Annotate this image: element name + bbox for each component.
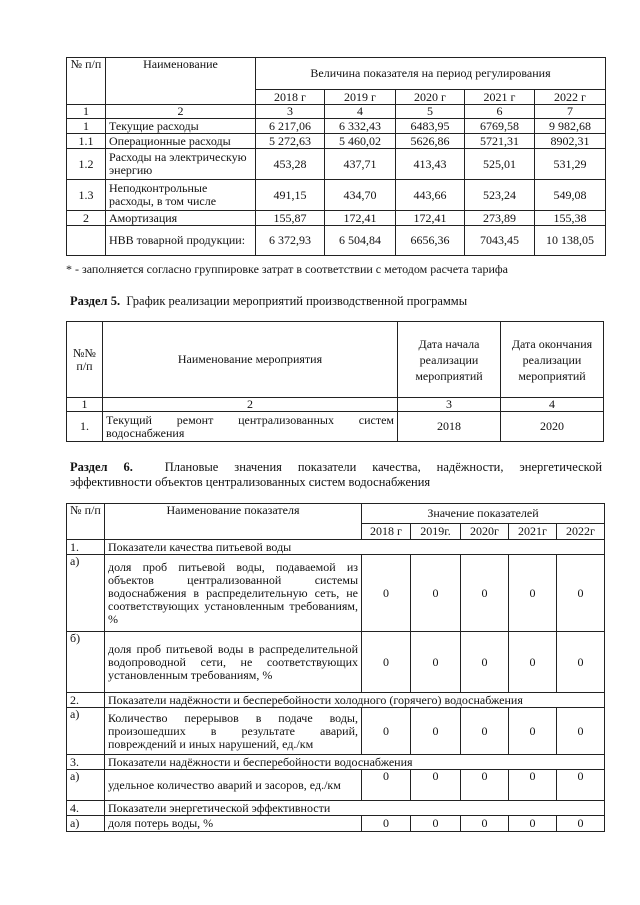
row-end: 2020 [501, 412, 604, 442]
table-row [67, 119, 606, 134]
item-name: доля проб питьевой воды, подаваемой из объектов централизованной системы водоснабжения в распределительную сеть, не соответствующих установленным требованиям, % [105, 555, 362, 632]
row-value: 437,71 [325, 149, 396, 180]
item-value: 0 [362, 816, 411, 832]
table-row [67, 149, 606, 180]
item-value: 0 [509, 708, 557, 755]
row-num: 1 [67, 119, 106, 134]
header-values: Значение показателей [362, 504, 605, 524]
header-year: 2019г. [411, 524, 461, 540]
table-row [67, 134, 606, 149]
group-row [67, 801, 605, 816]
header-year: 2018 г [362, 524, 411, 540]
item-value: 0 [557, 770, 605, 801]
col-number: 3 [398, 398, 501, 412]
header-year: 2020 г [396, 90, 465, 105]
col-number: 5 [396, 105, 465, 119]
item-letter: а) [67, 555, 105, 632]
row-value: 7043,45 [465, 226, 535, 256]
item-letter: а) [67, 708, 105, 755]
item-value: 0 [362, 632, 411, 693]
item-value: 0 [411, 632, 461, 693]
schedule-table [66, 321, 604, 442]
header-end: Дата окончания реализации мероприятий [501, 322, 604, 398]
col-number: 2 [103, 398, 398, 412]
item-letter: б) [67, 632, 105, 693]
group-num: 3. [67, 755, 105, 770]
section5-title: График реализации мероприятий производственной программы [126, 294, 468, 308]
row-value: 6483,95 [396, 119, 465, 134]
group-num: 1. [67, 540, 105, 555]
row-value: 523,24 [465, 180, 535, 211]
table1-footnote: * - заполняется согласно группировке затрат в соответствии с методом расчета тарифа [66, 262, 508, 276]
row-num: 1.3 [67, 180, 106, 211]
col-number: 4 [501, 398, 604, 412]
row-value: 413,43 [396, 149, 465, 180]
header-year: 2019 г [325, 90, 396, 105]
row-name: Амортизация [106, 211, 256, 226]
section5-heading [70, 294, 467, 309]
row-num: 1.2 [67, 149, 106, 180]
row-value: 6769,58 [465, 119, 535, 134]
header-year: 2020г [461, 524, 509, 540]
header-num: № п/п [67, 58, 106, 105]
group-title: Показатели надёжности и бесперебойности водоснабжения [105, 755, 605, 770]
section6-title-line2: эффективности объектов централизованных систем водоснабжения [70, 475, 431, 489]
header-num: № п/п [67, 504, 105, 540]
row-value: 5 272,63 [256, 134, 325, 149]
item-name: удельное количество аварий и засоров, ед./км [105, 770, 362, 801]
row-name: Расходы на электрическую энергию [106, 149, 256, 180]
row-value: 491,15 [256, 180, 325, 211]
section6-label: Раздел 6. [70, 460, 133, 474]
row-value: 5626,86 [396, 134, 465, 149]
table-row [67, 770, 605, 801]
row-value: 443,66 [396, 180, 465, 211]
row-value: 6 504,84 [325, 226, 396, 256]
group-title: Показатели качества питьевой воды [105, 540, 605, 555]
header-name: Наименование мероприятия [103, 322, 398, 398]
row-value: 6 332,43 [325, 119, 396, 134]
item-value: 0 [509, 632, 557, 693]
row-value: 531,29 [535, 149, 606, 180]
item-value: 0 [411, 555, 461, 632]
header-year: 2021г [509, 524, 557, 540]
group-row [67, 693, 605, 708]
header-year: 2022г [557, 524, 605, 540]
header-name: Наименование [106, 58, 256, 105]
row-name: НВВ товарной продукции: [106, 226, 256, 256]
item-name: доля потерь воды, % [105, 816, 362, 832]
row-name: Текущий ремонт централизованных систем водоснабжения [103, 412, 398, 442]
header-period: Величина показателя на период регулирования [256, 58, 606, 90]
section6-heading [70, 460, 602, 490]
table-row [67, 180, 606, 211]
row-value: 453,28 [256, 149, 325, 180]
header-year: 2021 г [465, 90, 535, 105]
column-numbers-row [67, 105, 606, 119]
header-num: №№ п/п [67, 322, 103, 398]
row-num: 1. [67, 412, 103, 442]
item-value: 0 [362, 708, 411, 755]
item-value: 0 [362, 770, 411, 801]
item-letter: а) [67, 816, 105, 832]
table-row [67, 555, 605, 632]
item-value: 0 [461, 708, 509, 755]
group-title: Показатели надёжности и бесперебойности холодного (горячего) водоснабжения [105, 693, 605, 708]
group-num: 4. [67, 801, 105, 816]
row-value: 9 982,68 [535, 119, 606, 134]
group-num: 2. [67, 693, 105, 708]
row-value: 8902,31 [535, 134, 606, 149]
col-number: 7 [535, 105, 606, 119]
table-row [67, 632, 605, 693]
row-start: 2018 [398, 412, 501, 442]
expenses-table [66, 57, 606, 256]
item-value: 0 [509, 816, 557, 832]
table-row [67, 708, 605, 755]
item-value: 0 [411, 770, 461, 801]
table-row [67, 816, 605, 832]
item-value: 0 [509, 770, 557, 801]
row-value: 6 217,06 [256, 119, 325, 134]
item-value: 0 [411, 816, 461, 832]
group-row [67, 755, 605, 770]
table-row [67, 412, 604, 442]
row-value: 155,38 [535, 211, 606, 226]
col-number: 3 [256, 105, 325, 119]
item-value: 0 [411, 708, 461, 755]
row-num [67, 226, 106, 256]
item-letter: а) [67, 770, 105, 801]
item-value: 0 [557, 555, 605, 632]
header-year: 2022 г [535, 90, 606, 105]
row-value: 155,87 [256, 211, 325, 226]
col-number: 1 [67, 398, 103, 412]
item-value: 0 [362, 555, 411, 632]
group-title: Показатели энергетической эффективности [105, 801, 605, 816]
row-value: 6656,36 [396, 226, 465, 256]
column-numbers-row [67, 398, 604, 412]
item-name: Количество перерывов в подаче воды, произошедших в результате аварий, повреждений и иных нарушений, ед./км [105, 708, 362, 755]
row-value: 549,08 [535, 180, 606, 211]
table-row [67, 211, 606, 226]
row-value: 6 372,93 [256, 226, 325, 256]
row-value: 5 460,02 [325, 134, 396, 149]
item-value: 0 [461, 555, 509, 632]
row-name: Неподконтрольные расходы, в том числе [106, 180, 256, 211]
header-year: 2018 г [256, 90, 325, 105]
col-number: 4 [325, 105, 396, 119]
item-value: 0 [461, 770, 509, 801]
col-number: 2 [106, 105, 256, 119]
item-value: 0 [509, 555, 557, 632]
row-name: Операционные расходы [106, 134, 256, 149]
row-value: 434,70 [325, 180, 396, 211]
col-number: 6 [465, 105, 535, 119]
item-value: 0 [557, 816, 605, 832]
row-value: 525,01 [465, 149, 535, 180]
header-name: Наименование показателя [105, 504, 362, 540]
row-num: 2 [67, 211, 106, 226]
section5-label: Раздел 5. [70, 294, 121, 308]
row-value: 273,89 [465, 211, 535, 226]
row-num: 1.1 [67, 134, 106, 149]
item-value: 0 [557, 708, 605, 755]
row-value: 172,41 [325, 211, 396, 226]
row-value: 172,41 [396, 211, 465, 226]
header-start: Дата начала реализации мероприятий [398, 322, 501, 398]
item-name: доля проб питьевой воды в распределительной водопроводной сети, не соответствующих установленным требованиям, % [105, 632, 362, 693]
row-value: 10 138,05 [535, 226, 606, 256]
row-value: 5721,31 [465, 134, 535, 149]
item-value: 0 [557, 632, 605, 693]
section6-title-line1: Плановые значения показатели качества, надёжности, энергетической [164, 460, 603, 474]
item-value: 0 [461, 816, 509, 832]
indicators-table [66, 503, 605, 832]
col-number: 1 [67, 105, 106, 119]
row-name: Текущие расходы [106, 119, 256, 134]
item-value: 0 [461, 632, 509, 693]
group-row [67, 540, 605, 555]
table-row-total [67, 226, 606, 256]
